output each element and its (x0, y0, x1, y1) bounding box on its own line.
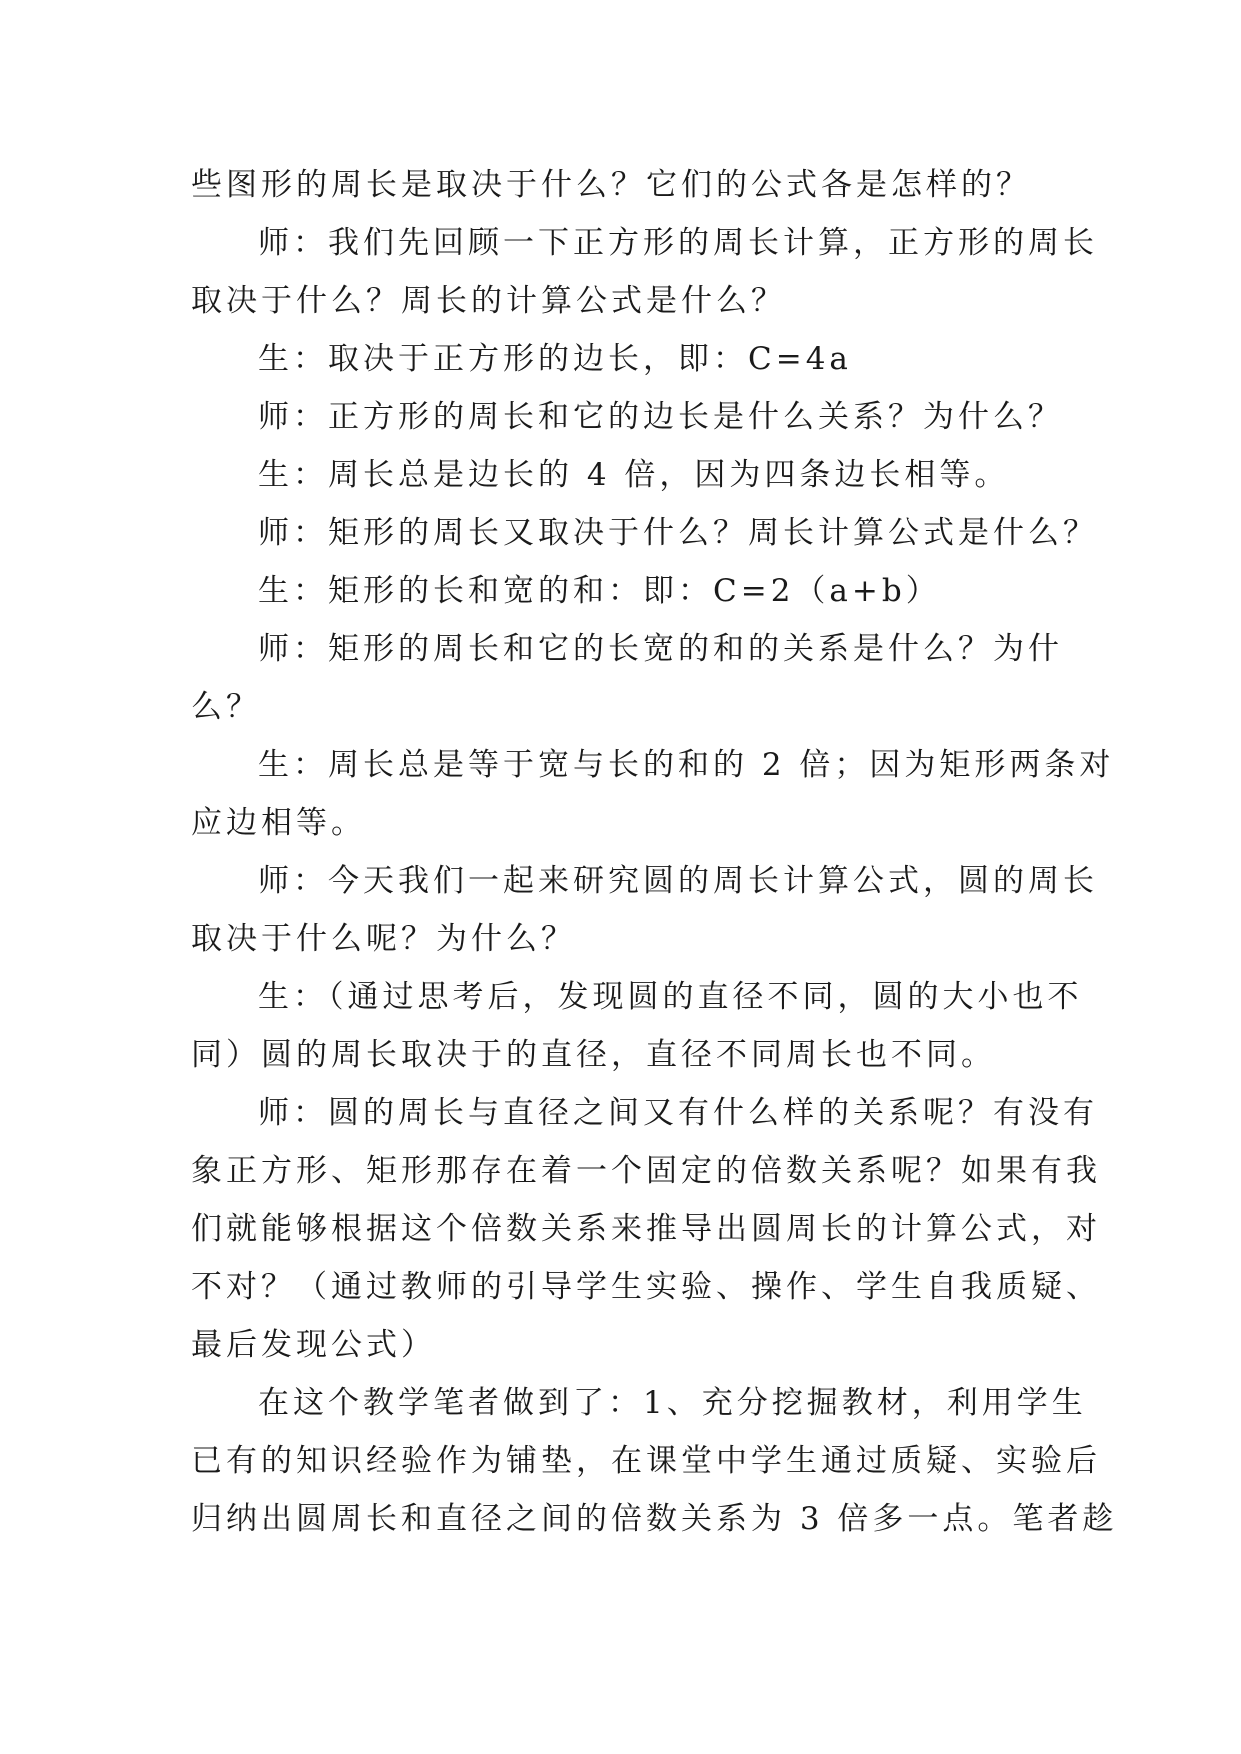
text-line: 们就能够根据这个倍数关系来推导出圆周长的计算公式，对 (191, 1211, 1101, 1247)
text-line: 应边相等。 (191, 805, 366, 841)
text-line: 象正方形、矩形那存在着一个固定的倍数关系呢？如果有我 (191, 1153, 1101, 1189)
text-line: 生：周长总是边长的 4 倍，因为四条边长相等。 (258, 457, 1010, 493)
text-line: 师：矩形的周长又取决于什么？周长计算公式是什么？ (258, 515, 1098, 551)
text-line: 取决于什么呢？为什么？ (191, 921, 576, 957)
text-line: 师：我们先回顾一下正方形的周长计算，正方形的周长 (258, 225, 1098, 261)
text-line: 么？ (191, 689, 261, 725)
text-line: 取决于什么？周长的计算公式是什么？ (191, 283, 786, 319)
text-line: 同）圆的周长取决于的直径，直径不同周长也不同。 (191, 1037, 996, 1073)
text-line: 生：矩形的长和宽的和：即：C=2（a+b） (258, 573, 941, 609)
text-line: 归纳出圆周长和直径之间的倍数关系为 3 倍多一点。笔者趁 (191, 1501, 1118, 1537)
text-line: 师：圆的周长与直径之间又有什么样的关系呢？有没有 (258, 1095, 1098, 1131)
text-line: 师：今天我们一起来研究圆的周长计算公式，圆的周长 (258, 863, 1098, 899)
text-line: 生：（通过思考后，发现圆的直径不同，圆的大小也不 (258, 979, 1083, 1015)
text-line: 最后发现公式） (191, 1327, 436, 1363)
text-line: 生：取决于正方形的边长，即：C=4a (258, 341, 852, 377)
text-line: 师：矩形的周长和它的长宽的和的关系是什么？为什 (258, 631, 1063, 667)
text-line: 些图形的周长是取决于什么？它们的公式各是怎样的？ (191, 167, 1031, 203)
text-line: 生：周长总是等于宽与长的和的 2 倍；因为矩形两条对 (258, 747, 1115, 783)
text-line: 在这个教学笔者做到了：1、充分挖掘教材，利用学生 (258, 1385, 1087, 1421)
text-line: 不对？（通过教师的引导学生实验、操作、学生自我质疑、 (191, 1269, 1101, 1305)
text-line: 师：正方形的周长和它的边长是什么关系？为什么？ (258, 399, 1063, 435)
text-line: 已有的知识经验作为铺垫，在课堂中学生通过质疑、实验后 (191, 1443, 1101, 1479)
